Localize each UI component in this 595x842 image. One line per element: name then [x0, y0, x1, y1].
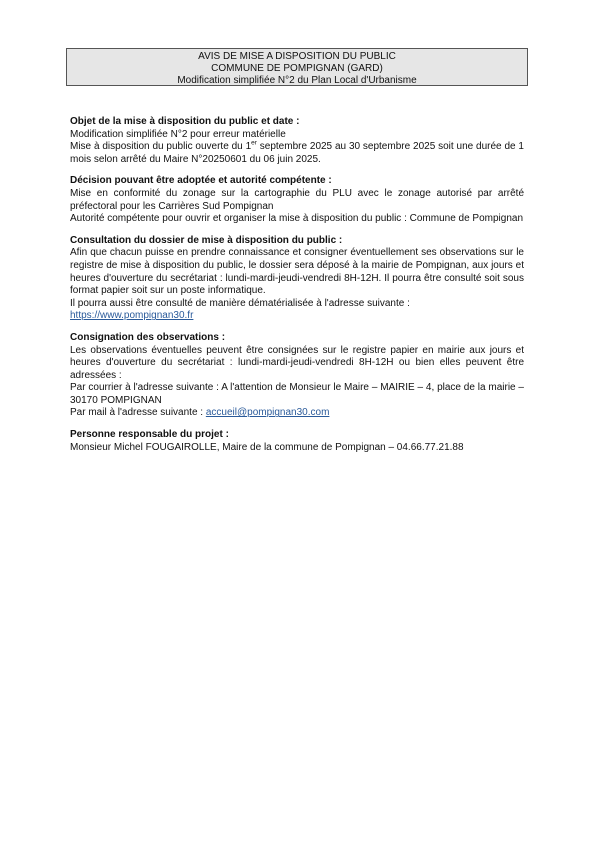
- paragraph: [70, 310, 524, 323]
- section-title: Décision pouvant être adoptée et autorité compétente :: [70, 175, 332, 187]
- header-subject: Modification simplifiée N°2 du Plan Local d'Urbanisme: [177, 75, 417, 86]
- section-title: Consultation du dossier de mise à disposition du public :: [70, 234, 343, 246]
- paragraph: Monsieur Michel FOUGAIROLLE, Maire de la commune de Pompignan – 04.66.77.21.88: [70, 441, 464, 453]
- section-decision: [70, 175, 524, 225]
- paragraph: Les observations éventuelles peuvent être consignées sur le registre papier en mairie aux jours et heures d'ouverture du secrétariat : lundi-mardi-jeudi-vendredi 8H-12H ou bien elles peuvent être adressées :: [70, 344, 524, 381]
- notice-header: [66, 48, 528, 86]
- paragraph: Il pourra aussi être consulté de manière dématérialisée à l'adresse suivante :: [70, 297, 410, 309]
- section-objet: [70, 116, 524, 166]
- section-title: Objet de la mise à disposition du public et date :: [70, 116, 300, 127]
- header-title: AVIS DE MISE A DISPOSITION DU PUBLIC: [198, 51, 396, 62]
- text: septembre 2025 au 30 septembre 2025 soit une durée de 1 mois selon arrêté du Maire N°20250601 du 06 juin 2025.: [70, 141, 524, 165]
- text: Par mail à l'adresse suivante :: [70, 407, 206, 419]
- section-title: Personne responsable du projet :: [70, 429, 229, 441]
- section-responsable: [70, 429, 524, 454]
- header-commune: COMMUNE DE POMPIGNAN (GARD): [211, 63, 383, 74]
- paragraph: Afin que chacun puisse en prendre connaissance et consigner éventuellement ses observations sur le registre de mise à disposition du public, le dossier sera déposé à la mairie de Pompignan, aux jours et heures d'ouverture du secrétariat : lundi-mardi-jeudi-vendredi 8H-12H. Il pourra être consulté soit sous format papier soit sur un poste informatique.: [70, 247, 524, 297]
- notice-body: [70, 116, 524, 463]
- paragraph: Par courrier à l'adresse suivante : A l'attention de Monsieur le Maire – MAIRIE – 4, place de la mairie – 30170 POMPIGNAN: [70, 382, 524, 406]
- superscript: er: [251, 139, 257, 147]
- paragraph: [70, 141, 524, 166]
- paragraph: Autorité compétente pour ouvrir et organiser la mise à disposition du public : Commune de Pompignan: [70, 213, 524, 225]
- email-link[interactable]: accueil@pompignan30.com: [205, 407, 330, 419]
- section-title: Consignation des observations :: [70, 331, 226, 343]
- section-consultation: [70, 235, 524, 323]
- paragraph: Mise en conformité du zonage sur la cartographie du PLU avec le zonage autorisé par arrêté préfectoral pour les Carrières Sud Pompignan: [70, 187, 524, 212]
- section-consignation: [70, 332, 524, 420]
- paragraph: [70, 407, 524, 420]
- website-link[interactable]: https://www.pompignan30.fr: [70, 310, 194, 322]
- text: Mise à disposition du public ouverte du 1: [70, 141, 252, 153]
- paragraph: Modification simplifiée N°2 pour erreur matérielle: [70, 128, 286, 140]
